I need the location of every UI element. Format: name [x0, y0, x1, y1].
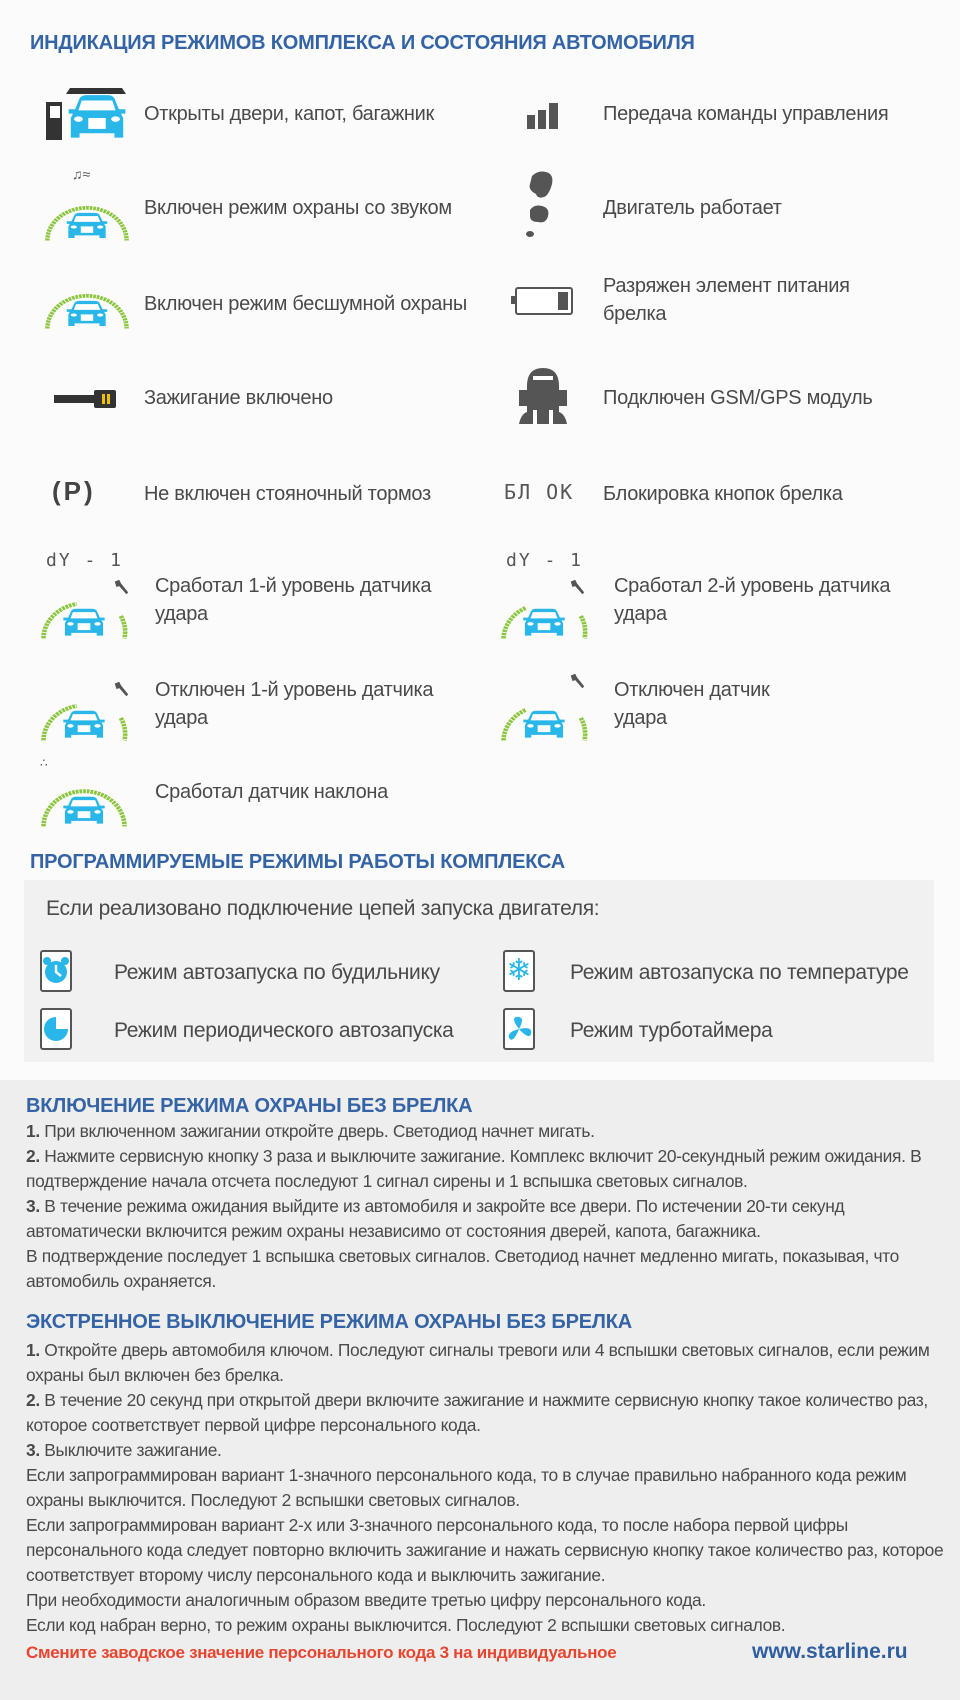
step-text: Нажмите сервисную кнопку 3 раза и выключите зажигание. Комплекс включит 20-секундный режим ожидания. В подтверждение начала отсчета последуют 1 сигнал сирены и 1 вспышка световых сигналов.: [26, 1146, 922, 1191]
item-label: Блокировка кнопок брелка: [603, 483, 843, 505]
step-text: В течение 20 секунд при открытой двери включите зажигание и нажмите сервисную кнопку такое количество раз, которое соответствует первой цифре персонального кода.: [26, 1390, 928, 1435]
tilt-sensor-icon: [38, 772, 130, 828]
item-label: Отключен 1-й уровень датчика удара: [155, 679, 434, 729]
mode-label: Режим автозапуска по температуре: [570, 961, 909, 984]
item-label: Включен режим охраны со звуком: [144, 197, 452, 219]
item-label: Двигатель работает: [603, 197, 782, 219]
modes-subtitle: Если реализовано подключение цепей запуска двигателя:: [46, 897, 600, 920]
tilt-dots-icon: ∴: [40, 756, 48, 770]
car-open-icon: [42, 82, 134, 144]
instructions-disarm: [26, 1338, 946, 1638]
step-text: Выключите зажигание.: [44, 1440, 222, 1460]
note-text: Если запрограммирован вариант 2-х или 3-значного персонального кода, то после набора первой цифры персонального кода следует повторно включить зажигание и нажать сервисную кнопку такое количество раз, которое соответствует второму числу персонального кода и выключить зажигание.: [26, 1515, 944, 1585]
snowflake-icon: ❄: [503, 950, 535, 992]
step-number: 3.: [26, 1196, 40, 1216]
note-text: При необходимости аналогичным образом введите третью цифру персонального кода.: [26, 1590, 706, 1610]
key-icon: [54, 388, 118, 410]
parking-brake-icon: (P): [52, 476, 96, 506]
step-number: 1.: [26, 1121, 40, 1141]
section-title-arm-without-fob: ВКЛЮЧЕНИЕ РЕЖИМА ОХРАНЫ БЕЗ БРЕЛКА: [26, 1095, 473, 1117]
item-label: Не включен стояночный тормоз: [144, 483, 431, 505]
step-number: 1.: [26, 1340, 40, 1360]
note-text: Если запрограммирован вариант 1-значного персонального кода, то в случае правильно набранного кода режим охраны выключится. Последуют 2 вспышки световых сигналов.: [26, 1465, 907, 1510]
note-text: Если код набран верно, то режим охраны выключится. Последуют 2 вспышки световых сигналов.: [26, 1615, 786, 1635]
item-label: Передача команды управления: [603, 103, 889, 125]
website-link[interactable]: www.starline.ru: [752, 1640, 908, 1663]
step-number: 2.: [26, 1146, 40, 1166]
mode-label: Режим периодического автозапуска: [114, 1019, 454, 1042]
periodic-clock-icon: [40, 1008, 72, 1050]
instructions-arm: [26, 1119, 946, 1294]
item-label: Сработал 1-й уровень датчика удара: [155, 575, 432, 625]
section-title-indication: ИНДИКАЦИЯ РЕЖИМОВ КОМПЛЕКСА И СОСТОЯНИЯ АВТОМОБИЛЯ: [30, 32, 695, 54]
gsm-module-icon: [513, 366, 573, 424]
warning-text: Смените заводское значение персонального кода 3 на индивидуальное: [26, 1643, 617, 1662]
shock-level2-triggered-icon: [498, 584, 590, 640]
note-text: В подтверждение последует 1 вспышка световых сигналов. Светодиод начнет медленно мигать, показывая, что автомобиль охраняется.: [26, 1246, 899, 1291]
item-label: Зажигание включено: [144, 387, 333, 409]
music-note-icon: ♫≈: [72, 166, 91, 182]
step-text: В течение режима ожидания выйдите из автомобиля и закройте все двери. По истечении 20-ти секунд автоматически включится режим охраны независимо от состояния дверей, капота, багажника.: [26, 1196, 845, 1241]
step-text: Откройте дверь автомобиля ключом. Последуют сигналы тревоги или 4 вспышки световых сигналов, если режим охраны был включен без брелка.: [26, 1340, 930, 1385]
signal-bars-icon: [527, 103, 559, 129]
car-armed-silent-icon: [42, 278, 132, 330]
battery-low-icon: [511, 286, 575, 316]
lcd-text: dY - 1: [506, 550, 584, 571]
item-label: Открыты двери, капот, багажник: [144, 103, 434, 125]
turbo-fan-icon: [503, 1008, 535, 1050]
exhaust-smoke-icon: [524, 170, 556, 240]
item-label: Разряжен элемент питания брелка: [603, 275, 850, 325]
mode-label: Режим автозапуска по будильнику: [114, 961, 440, 984]
lock-text-icon: БЛ ОК: [504, 480, 575, 504]
section-title-emergency-disarm: ЭКСТРЕННОЕ ВЫКЛЮЧЕНИЕ РЕЖИМА ОХРАНЫ БЕЗ БРЕЛКА: [26, 1311, 632, 1333]
step-number: 3.: [26, 1440, 40, 1460]
item-label: Включен режим бесшумной охраны: [144, 293, 467, 315]
shock-sensor-off-icon: [498, 686, 590, 742]
item-label: Отключен датчик удара: [614, 679, 770, 729]
car-armed-sound-icon: [42, 190, 132, 242]
step-text: При включенном зажигании откройте дверь. Светодиод начнет мигать.: [44, 1121, 595, 1141]
section-title-programmable: ПРОГРАММИРУЕМЫЕ РЕЖИМЫ РАБОТЫ КОМПЛЕКСА: [30, 851, 566, 873]
item-label: Сработал датчик наклона: [155, 781, 388, 803]
shock-level1-triggered-icon: [38, 584, 130, 640]
lcd-text: dY - 1: [46, 550, 124, 571]
step-number: 2.: [26, 1390, 40, 1410]
item-label: Сработал 2-й уровень датчика удара: [614, 575, 891, 625]
mode-label: Режим турботаймера: [570, 1019, 773, 1042]
item-label: Подключен GSM/GPS модуль: [603, 387, 873, 409]
shock-level1-off-icon: [38, 686, 130, 742]
alarm-clock-icon: [40, 950, 72, 992]
